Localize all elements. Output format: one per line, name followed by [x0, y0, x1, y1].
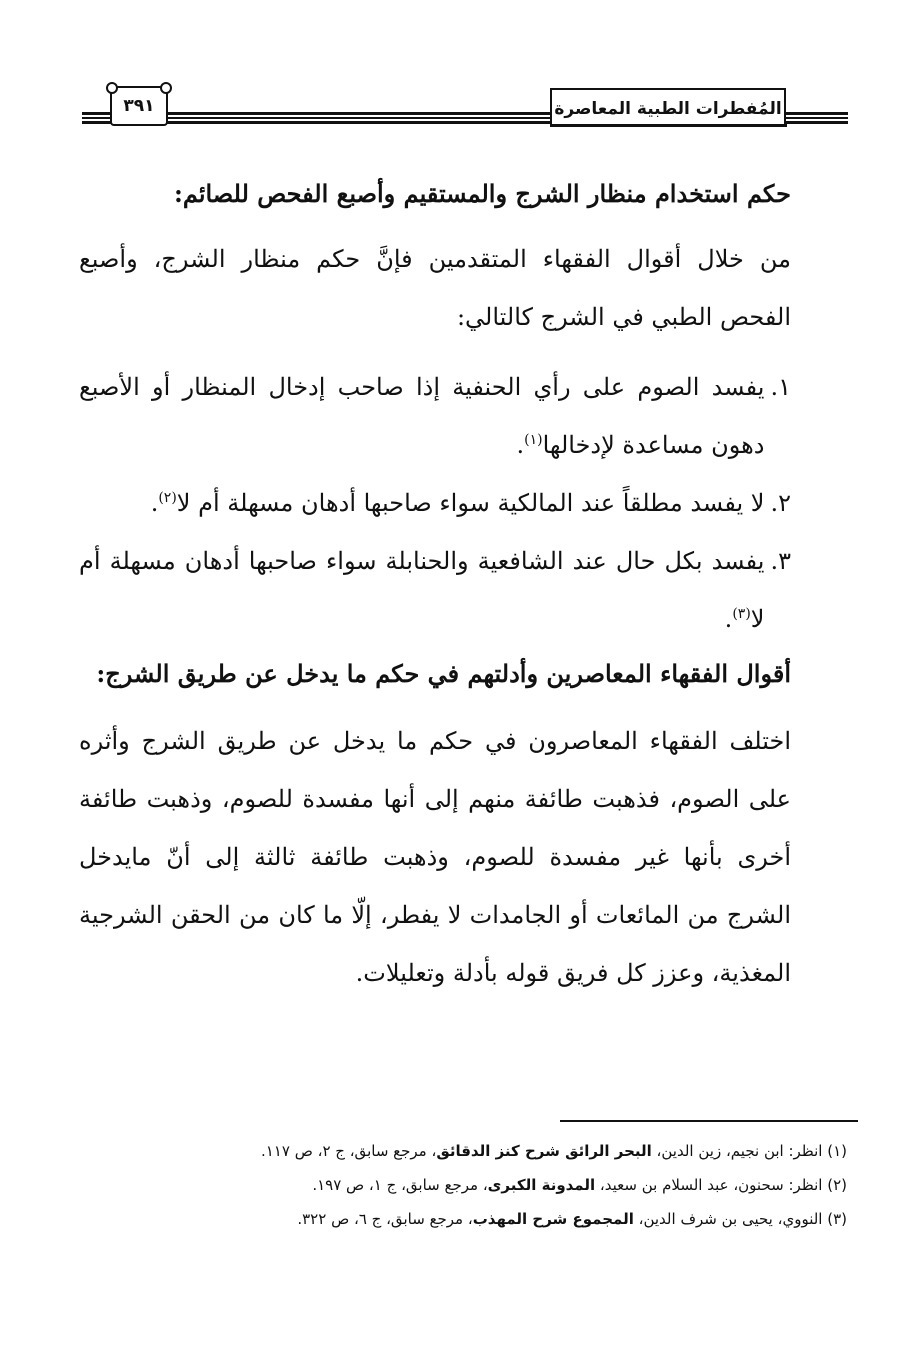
section-heading-2: أقوال الفقهاء المعاصرين وأدلتهم في حكم ما يدخل عن طريق الشرج:: [96, 659, 791, 688]
footnote: (٢) انظر: سحنون، عبد السلام بن سعيد، المدونة الكبرى، مرجع سابق، ج ١، ص ١٩٧.: [312, 1176, 847, 1194]
list-item: [79, 474, 791, 532]
page-number-scroll: [110, 86, 168, 126]
section-heading-1: حكم استخدام منظار الشرج والمستقيم وأصبع الفحص للصائم:: [173, 179, 791, 208]
footnotes: [147, 1136, 847, 1238]
footnote: (٣) النووي، يحيى بن شرف الدين، المجموع شرح المهذب، مرجع سابق، ج ٦، ص ٣٢٢.: [297, 1210, 847, 1228]
list-item-number: ١.: [770, 373, 791, 401]
footnote-ref: (٣): [732, 606, 751, 622]
list-item-text: يفسد بكل حال عند الشافعية والحنابلة سواء صاحبها أدهان مسهلة أم لا$^{(٣)}$.: [79, 547, 765, 633]
list-item-text: لا يفسد مطلقاً عند المالكية سواء صاحبها أدهان مسهلة أم لا$^{(٢)}$.: [150, 489, 765, 517]
footnote-ref: (١): [524, 432, 543, 448]
running-title: المُفطرات الطبية المعاصرة: [554, 99, 782, 119]
running-title-box: [550, 88, 786, 124]
list-item: [79, 358, 791, 474]
list-item-text: يفسد الصوم على رأي الحنفية إذا صاحب إدخال المنظار أو الأصبع دهون مساعدة لإدخالها$^{(١)}$.: [79, 373, 765, 459]
page-header: [82, 80, 848, 130]
intro-paragraph: من خلال أقوال الفقهاء المتقدمين فإنَّ حكم منظار الشرج، وأصبع الفحص الطبي في الشرج كالتالي:: [79, 245, 791, 331]
footnote: (١) انظر: ابن نجيم، زين الدين، البحر الرائق شرح كنز الدقائق، مرجع سابق، ج ٢، ص ١١٧.: [260, 1142, 847, 1160]
list-item-number: ٣.: [770, 547, 791, 575]
footnote-ref: (٢): [158, 490, 177, 506]
footnote-separator: [560, 1120, 858, 1122]
list-item: [79, 532, 791, 648]
list-item-number: ٢.: [770, 489, 791, 517]
body-paragraph: اختلف الفقهاء المعاصرون في حكم ما يدخل عن طريق الشرج وأثره على الصوم، فذهبت طائفة منهم إلى أنها مفسدة للصوم، وذهبت طائفة أخرى بأنها غير مفسدة للصوم، وذهبت طائفة ثالثة إلى أنّ مايدخل الشرج من المائعات أو الجامدات لا يفطر، إلّا ما كان من الحقن الشرجية المغذية، وعزز كل فريق قوله بأدلة وتعليلات.: [79, 727, 792, 987]
page-number: ٣٩١: [123, 96, 155, 116]
rulings-list: [79, 358, 791, 648]
